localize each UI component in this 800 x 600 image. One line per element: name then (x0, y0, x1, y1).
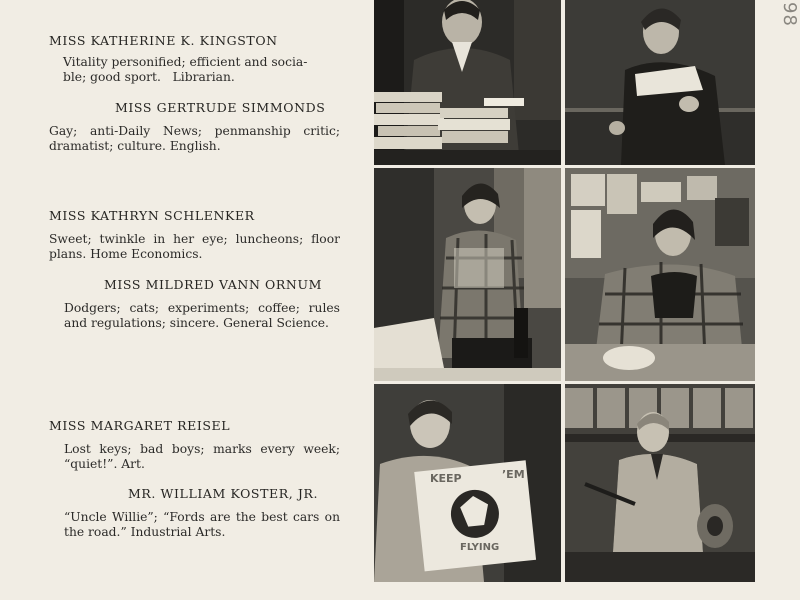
sign-text-flying: FLYING (460, 542, 500, 553)
entry-desc-schlenker: Sweet; twinkle in her eye; luncheons; floor plans. Home Economics. (49, 232, 340, 261)
photo-koster-industrial-arts (565, 384, 755, 582)
entry-desc-vann-ornum: Dodgers; cats; experiments; coffee; rules and regulations; sincere. General Science. (64, 301, 340, 330)
sign-text-keep: KEEP (430, 472, 462, 485)
photo-vann-ornum-science (565, 168, 755, 381)
desc-kingston-line-1: Vitality personified; efficient and socia- (63, 55, 308, 69)
photo-kingston-librarian (374, 0, 561, 165)
photo-reisel-art (374, 384, 561, 582)
entry-name-schlenker: MISS KATHRYN SCHLENKER (49, 208, 255, 223)
photo-schlenker-home-economics (374, 168, 561, 381)
entry-name-reisel: MISS MARGARET REISEL (49, 418, 231, 433)
photo-simmonds-english (565, 0, 755, 165)
desc-kingston-line-2: ble; good sport. Librarian. (63, 69, 235, 84)
entry-desc-koster: “Uncle Willie”; “Fords are the best cars on the road.” Industrial Arts. (64, 510, 340, 539)
entry-name-simmonds: MISS GERTRUDE SIMMONDS (115, 100, 326, 115)
entry-desc-simmonds: Gay; anti-Daily News; penmanship critic; dramatist; culture. English. (49, 124, 340, 153)
entry-name-kingston: MISS KATHERINE K. KINGSTON (49, 33, 278, 48)
margin-pencil-note: 98 (779, 2, 800, 27)
entry-name-vann-ornum: MISS MILDRED VANN ORNUM (104, 277, 322, 292)
entry-desc-kingston (63, 55, 340, 84)
entry-desc-reisel: Lost keys; bad boys; marks every week; “quiet!”. Art. (64, 442, 340, 471)
sign-text-em: ’EM (502, 468, 525, 481)
entry-name-koster: MR. WILLIAM KOSTER, JR. (128, 486, 319, 501)
